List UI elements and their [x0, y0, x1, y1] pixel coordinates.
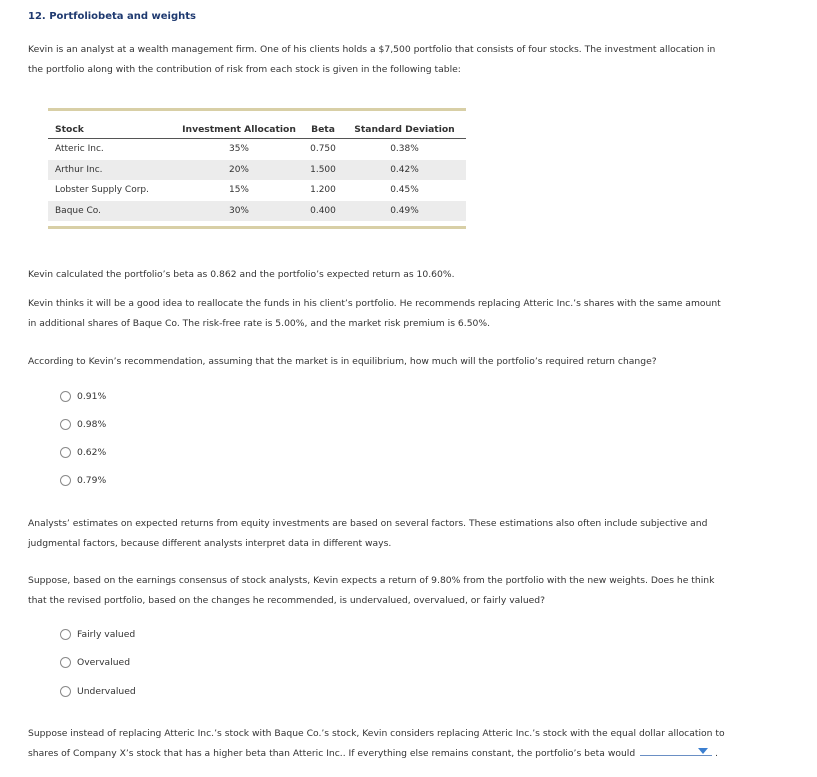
question-title: 12. Portfoliobeta and weights: [28, 11, 196, 22]
beta-change-dropdown[interactable]: [640, 745, 712, 756]
radio-button[interactable]: [60, 447, 71, 458]
stock-name: Lobster Supply Corp.: [55, 185, 149, 196]
std-dev-value: 0.45%: [390, 185, 419, 196]
table-row: [48, 180, 466, 201]
question-1-text: According to Kevin’s recommendation, assuming that the market is in equilibrium, how much will the portfolio’s required return change?: [28, 356, 657, 367]
beta-value: 0.400: [303, 201, 343, 222]
allocation-value: 20%: [175, 160, 303, 181]
radio-button[interactable]: [60, 391, 71, 402]
option-1-a[interactable]: [60, 389, 106, 403]
stock-name: Arthur Inc.: [48, 160, 175, 181]
option-2-fairly-valued[interactable]: [60, 627, 135, 641]
option-label: 0.98%: [77, 418, 107, 430]
allocation-value: 30%: [175, 201, 303, 222]
stock-name: Atteric Inc.: [55, 144, 104, 155]
option-1-c[interactable]: [60, 445, 106, 459]
option-label: 0.79%: [77, 474, 107, 486]
std-dev-value: 0.38%: [390, 144, 419, 155]
portfolio-table: [48, 108, 466, 229]
calc-paragraph: Kevin calculated the portfolio’s beta as 0.862 and the portfolio’s expected return as 10.60%.: [28, 269, 455, 280]
intro-paragraph: Kevin is an analyst at a wealth management firm. One of his clients holds a $7,500 portfolio that consists of four stocks. The investment allocation in the portfolio along with the contribution of risk from each stock is given in the following table:: [28, 44, 716, 75]
option-label: 0.91%: [77, 390, 107, 402]
radio-button[interactable]: [60, 657, 71, 668]
realloc-paragraph: Kevin thinks it will be a good idea to reallocate the funds in his client’s portfolio. He recommends replacing Atteric Inc.’s shares with the same amount in additional shares of Baque Co. The risk-free rate is 5.00%, and the market risk premium is 6.50%.: [28, 298, 721, 329]
col-header-beta: Beta: [303, 120, 343, 139]
table-row: [48, 160, 466, 181]
stock-name: Baque Co.: [48, 201, 175, 222]
option-label: Overvalued: [77, 656, 131, 668]
chevron-down-icon: [698, 748, 708, 754]
option-label: 0.62%: [77, 446, 107, 458]
allocation-value: 35%: [228, 144, 249, 155]
col-header-std-dev: Standard Deviation: [343, 120, 466, 139]
radio-button[interactable]: [60, 419, 71, 430]
option-label: Fairly valued: [77, 628, 136, 640]
std-dev-value: 0.42%: [343, 160, 466, 181]
radio-button[interactable]: [60, 686, 71, 697]
beta-value: 1.500: [303, 160, 343, 181]
question-3-text: Suppose instead of replacing Atteric Inc.’s stock with Baque Co.’s stock, Kevin considers replacing Atteric Inc.’s stock with the equal dollar allocation to shares of Company X’s stock that has a higher beta than Atteric Inc.. If everything else remains constant, the portfolio’s beta would .: [28, 728, 725, 759]
table-row: [48, 201, 466, 222]
beta-value: 1.200: [310, 185, 336, 196]
option-2-undervalued[interactable]: [60, 684, 136, 698]
option-label: Undervalued: [77, 685, 136, 697]
question-2-text: Suppose, based on the earnings consensus of stock analysts, Kevin expects a return of 9.80% from the portfolio with the new weights. Does he think that the revised portfolio, based on the changes he recommended, is undervalued, overvalued, or fairly valued?: [28, 575, 715, 606]
beta-value: 0.750: [310, 144, 336, 155]
std-dev-value: 0.49%: [343, 201, 466, 222]
col-header-allocation: Investment Allocation: [175, 120, 303, 139]
col-header-stock: Stock: [48, 120, 175, 139]
table-header-row: [48, 120, 466, 139]
radio-button[interactable]: [60, 475, 71, 486]
analysts-paragraph: Analysts’ estimates on expected returns from equity investments are based on several factors. These estimations also often include subjective and judgmental factors, because different analysts interpret data in different ways.: [28, 518, 708, 549]
option-2-overvalued[interactable]: [60, 655, 130, 669]
allocation-value: 15%: [228, 185, 249, 196]
table-row: [48, 139, 466, 160]
radio-button[interactable]: [60, 629, 71, 640]
option-1-d[interactable]: [60, 473, 106, 487]
option-1-b[interactable]: [60, 417, 106, 431]
